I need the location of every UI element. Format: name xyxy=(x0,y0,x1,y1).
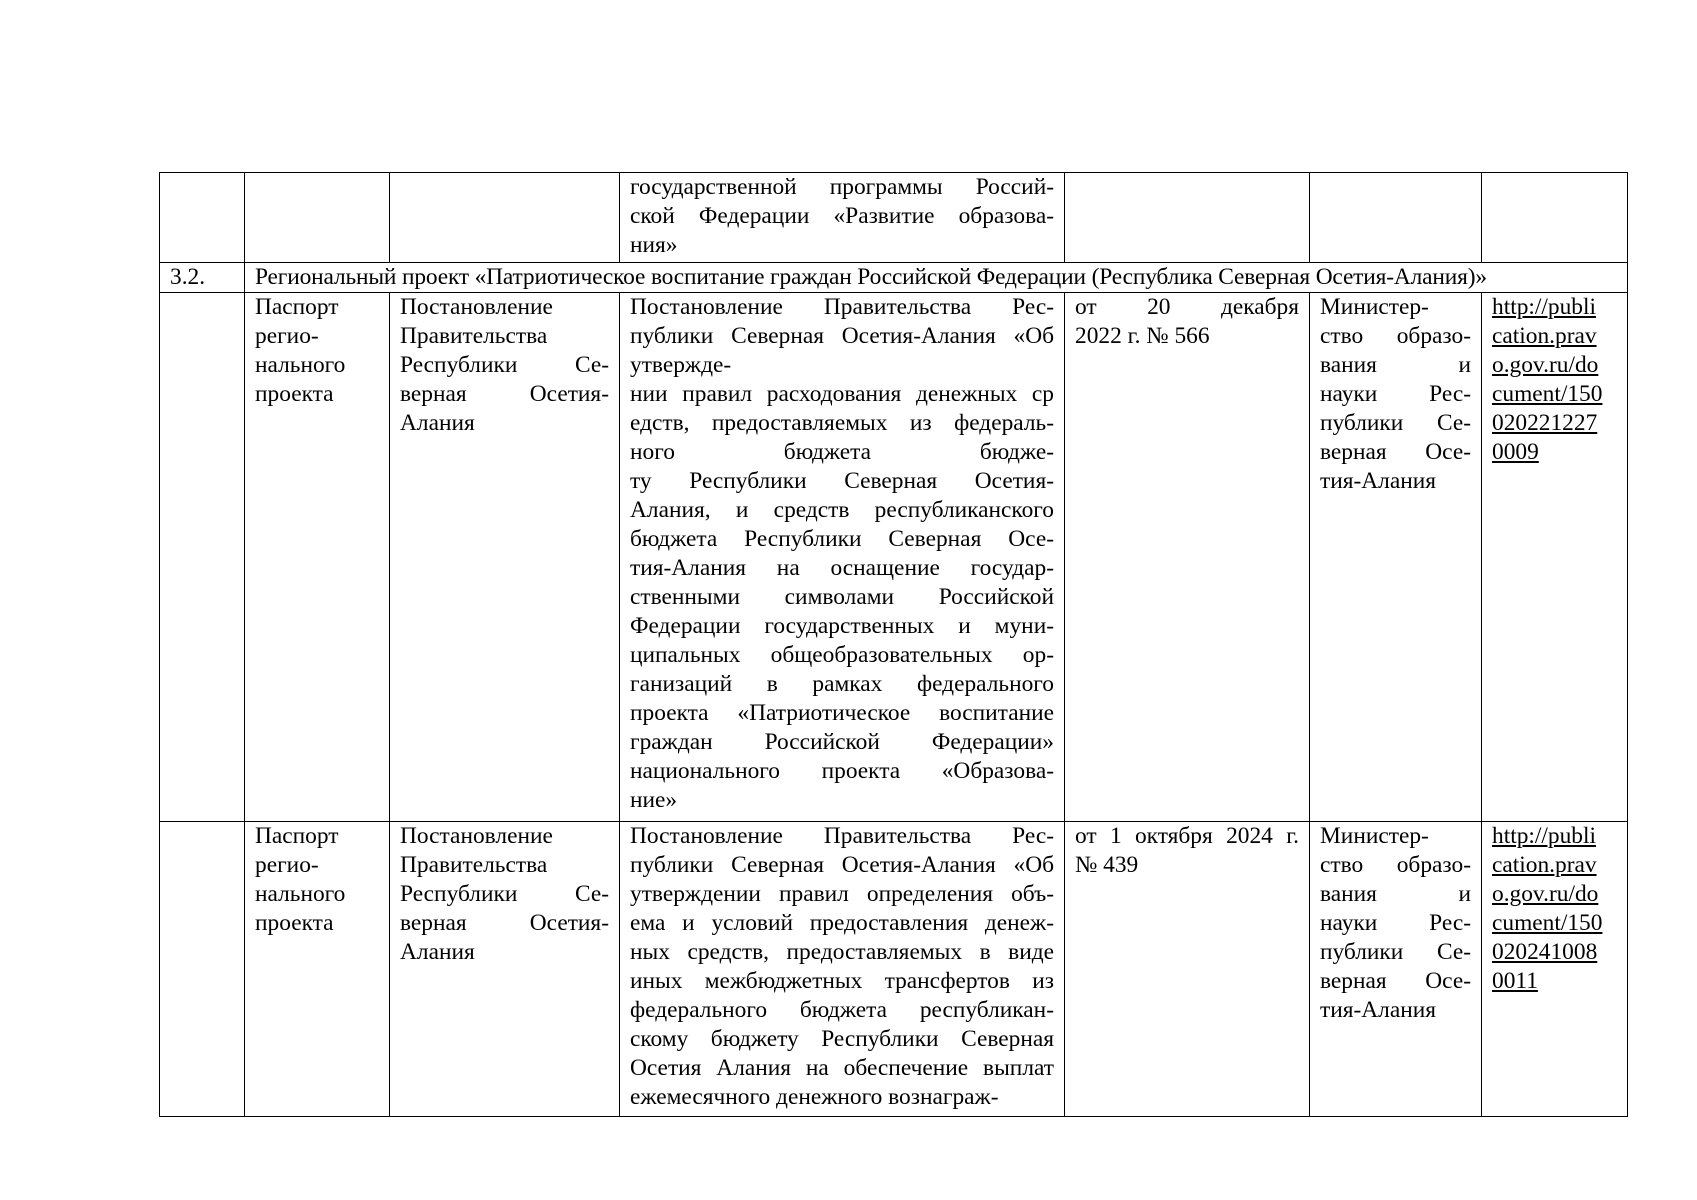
cell-date xyxy=(1065,173,1310,263)
text-line: ство образо- xyxy=(1320,323,1471,349)
cell-doc-kind xyxy=(390,293,620,822)
text-line: проекта «Патриотическое воспитание xyxy=(630,700,1054,726)
link-text-line[interactable]: cation.prav xyxy=(1492,323,1597,349)
link-text-line[interactable]: cation.prav xyxy=(1492,852,1597,878)
text-line: публики Северная Осетия-Алания «Об xyxy=(630,852,1054,878)
link-text-line[interactable]: http://publi xyxy=(1492,823,1596,849)
cell-type xyxy=(245,822,390,1117)
text-line: скому бюджету Республики Северная xyxy=(630,1026,1054,1052)
link-text-line[interactable]: 020241008 xyxy=(1492,939,1598,965)
text-line: Министер- xyxy=(1320,294,1429,320)
text-line: Постановление xyxy=(400,823,553,849)
text-line: регио- xyxy=(255,323,319,349)
document-link[interactable] xyxy=(1492,293,1617,467)
text-line: нии правил расходования денежных ср xyxy=(630,381,1054,407)
cell-num xyxy=(160,293,245,822)
text-line: публики Се- xyxy=(1320,410,1471,436)
text-line: Паспорт xyxy=(255,823,339,849)
text-line: государственной программы Россий- xyxy=(630,174,1054,200)
text-line: от 1 октября 2024 г. xyxy=(1075,823,1299,849)
text-line: ственными символами Российской xyxy=(630,584,1054,610)
cell-doc-kind xyxy=(390,822,620,1117)
cell-date xyxy=(1065,293,1310,822)
text-line: федерального бюджета республикан- xyxy=(630,997,1054,1023)
text-line: Правительства xyxy=(400,323,548,349)
text-line: вания и xyxy=(1320,352,1471,378)
table-row xyxy=(160,293,1628,822)
text-line: Министер- xyxy=(1320,823,1429,849)
link-text-line[interactable]: 020221227 xyxy=(1492,410,1598,436)
text-line: ния» xyxy=(630,232,678,258)
text-line: нального xyxy=(255,881,346,907)
text-line: ту Республики Северная Осетия- xyxy=(630,468,1054,494)
text-line: Осетия Алания на обеспечение выплат xyxy=(630,1055,1054,1081)
text-line: граждан Российской Федерации» xyxy=(630,729,1054,755)
text-line: регио- xyxy=(255,852,319,878)
table-row xyxy=(160,822,1628,1117)
cell-type xyxy=(245,293,390,822)
text-line: национального проекта «Образова- xyxy=(630,758,1054,784)
text-line: верная Осе- xyxy=(1320,439,1471,465)
text-line: № 439 xyxy=(1075,852,1139,878)
text-line: бюджета Республики Северная Осе- xyxy=(630,526,1054,552)
cell-ministry xyxy=(1310,173,1482,263)
text-line: ного бюджета бюдже- xyxy=(630,439,1054,465)
link-text-line[interactable]: o.gov.ru/do xyxy=(1492,881,1599,907)
text-line: Правительства xyxy=(400,852,548,878)
text-line: тия-Алания на оснащение государ- xyxy=(630,555,1054,581)
text-line: верная Осетия- xyxy=(400,381,609,407)
text-line: утверждении правил определения объ- xyxy=(630,881,1054,907)
text-line: утвержде- xyxy=(630,352,732,378)
text-line: ема и условий предоставления денеж- xyxy=(630,910,1054,936)
cell-ministry xyxy=(1310,822,1482,1117)
text-line: ганизаций в рамках федерального xyxy=(630,671,1054,697)
cell-link xyxy=(1482,822,1628,1117)
cell-doc-title xyxy=(620,822,1065,1117)
text-line: науки Рес- xyxy=(1320,910,1471,936)
text-line: проекта xyxy=(255,381,334,407)
link-text-line[interactable]: cument/150 xyxy=(1492,910,1603,936)
text-line: Федерации государственных и муни- xyxy=(630,613,1054,639)
text-line: Постановление Правительства Рес- xyxy=(630,823,1054,849)
text-line: Алания xyxy=(400,410,475,436)
link-text-line[interactable]: cument/150 xyxy=(1492,381,1603,407)
text-line: ежемесячного денежного вознаграж- xyxy=(630,1084,999,1110)
text-line: верная Осетия- xyxy=(400,910,609,936)
cell-num xyxy=(160,822,245,1117)
text-line: от 20 декабря xyxy=(1075,294,1299,320)
cell-doc-kind xyxy=(390,173,620,263)
text-line: публики Северная Осетия-Алания «Об xyxy=(630,323,1054,349)
text-line: Постановление xyxy=(400,294,553,320)
link-text-line[interactable]: o.gov.ru/do xyxy=(1492,352,1599,378)
text-line: иных межбюджетных трансфертов из xyxy=(630,968,1054,994)
cell-link xyxy=(1482,173,1628,263)
text-line: Алания xyxy=(400,939,475,965)
cell-ministry xyxy=(1310,293,1482,822)
text-line: Республики Се- xyxy=(400,352,609,378)
link-text-line[interactable]: 0011 xyxy=(1492,968,1538,994)
text-line: публики Се- xyxy=(1320,939,1471,965)
text-line: Алания, и средств республиканского xyxy=(630,497,1054,523)
document-link[interactable] xyxy=(1492,822,1617,996)
section-header-row xyxy=(160,263,1628,293)
link-text-line[interactable]: 0009 xyxy=(1492,439,1539,465)
table-row-continuation xyxy=(160,173,1628,263)
section-title: Региональный проект «Патриотическое воспитание граждан Российской Федерации (Республика Северная Осетия-Алания)» xyxy=(245,263,1628,293)
link-text-line[interactable]: http://publi xyxy=(1492,294,1596,320)
text-line: вания и xyxy=(1320,881,1471,907)
text-line: тия-Алания xyxy=(1320,997,1437,1023)
cell-doc-title xyxy=(620,173,1065,263)
cell-link xyxy=(1482,293,1628,822)
text-line: ство образо- xyxy=(1320,852,1471,878)
cell-date xyxy=(1065,822,1310,1117)
text-line: Паспорт xyxy=(255,294,339,320)
text-line: науки Рес- xyxy=(1320,381,1471,407)
cell-num xyxy=(160,173,245,263)
text-line: Республики Се- xyxy=(400,881,609,907)
text-line: едств, предоставляемых из федераль- xyxy=(630,410,1054,436)
text-line: 2022 г. № 566 xyxy=(1075,323,1210,349)
text-line: ской Федерации «Развитие образова- xyxy=(630,203,1054,229)
text-line: проекта xyxy=(255,910,334,936)
text-line: ние» xyxy=(630,787,678,813)
text-line: верная Осе- xyxy=(1320,968,1471,994)
text-line: ципальных общеобразовательных ор- xyxy=(630,642,1054,668)
text-line: тия-Алания xyxy=(1320,468,1437,494)
document-table xyxy=(159,172,1628,1117)
text-line: нального xyxy=(255,352,346,378)
cell-doc-title xyxy=(620,293,1065,822)
text-line: ных средств, предоставляемых в виде xyxy=(630,939,1054,965)
text-line: Постановление Правительства Рес- xyxy=(630,294,1054,320)
section-number: 3.2. xyxy=(160,263,245,293)
cell-type xyxy=(245,173,390,263)
